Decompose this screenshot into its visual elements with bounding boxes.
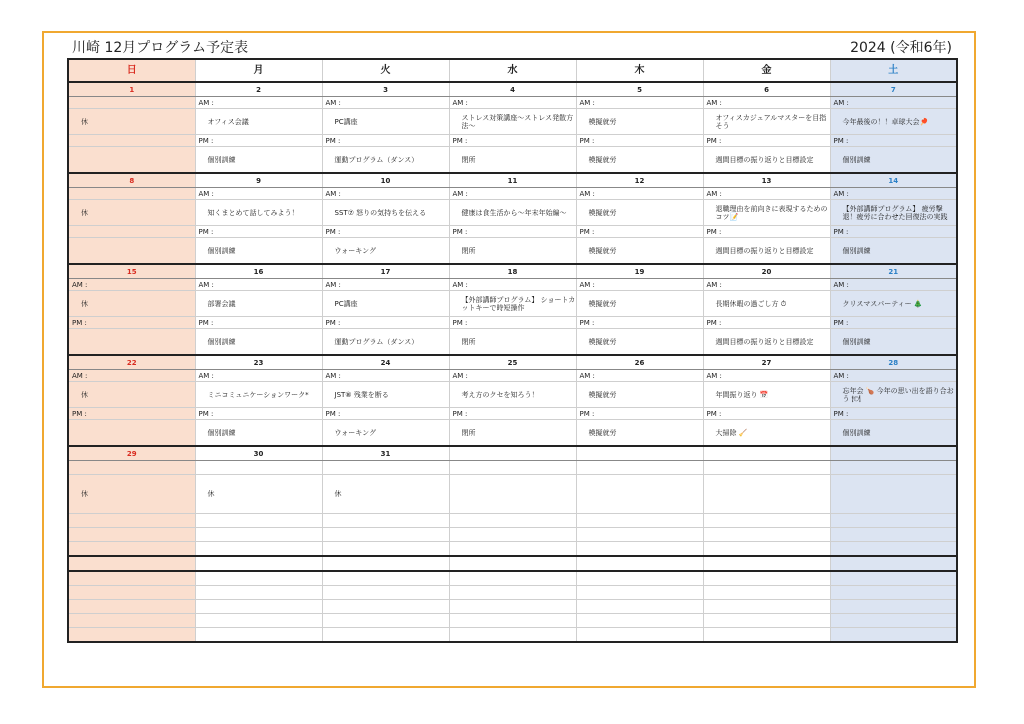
blank-row xyxy=(68,542,957,557)
day-number: 26 xyxy=(576,355,703,370)
am-label: AM : xyxy=(195,370,322,382)
sunday-blank xyxy=(68,97,195,109)
blank-cell xyxy=(68,628,195,643)
blank-cell xyxy=(449,614,576,628)
blank-cell xyxy=(449,600,576,614)
pm-label: PM : xyxy=(195,317,322,329)
blank-cell xyxy=(576,600,703,614)
blank-cell xyxy=(195,514,322,528)
pm-activity: 週間目標の振り返りと目標設定 xyxy=(703,238,830,265)
blank-cell xyxy=(322,528,449,542)
sunday-blank xyxy=(68,135,195,147)
day-number-row xyxy=(68,264,957,279)
blank-cell xyxy=(68,542,195,557)
blank-cell xyxy=(195,600,322,614)
day-number: 30 xyxy=(195,446,322,461)
am-label: AM : xyxy=(195,188,322,200)
blank-cell xyxy=(68,461,195,475)
blank-cell xyxy=(195,556,322,571)
am-activity: JST⑧ 残業を断る xyxy=(322,382,449,408)
am-label-row xyxy=(68,97,957,109)
day-number: 28 xyxy=(830,355,957,370)
blank-cell xyxy=(195,614,322,628)
sunday-blank xyxy=(68,329,195,356)
blank-cell xyxy=(68,586,195,600)
sunday-blank xyxy=(68,420,195,447)
pm-activity: 模擬就労 xyxy=(576,420,703,447)
day-number xyxy=(449,446,576,461)
am-activity-row xyxy=(68,382,957,408)
blank-cell xyxy=(703,528,830,542)
day-number xyxy=(576,446,703,461)
am-label: AM : xyxy=(830,279,957,291)
pm-activity: ウォーキング xyxy=(322,238,449,265)
weekday-header-row xyxy=(68,59,957,82)
blank-cell xyxy=(703,514,830,528)
pm-activity: 個別訓練 xyxy=(830,238,957,265)
pm-label: PM : xyxy=(322,408,449,420)
pm-activity: 閉所 xyxy=(449,147,576,174)
closed-cell xyxy=(703,475,830,514)
page-title: 川崎 12月プログラム予定表 xyxy=(72,40,249,56)
am-label: AM : xyxy=(703,370,830,382)
calendar-body xyxy=(68,82,957,642)
pm-activity: 個別訓練 xyxy=(195,147,322,174)
day-number: 18 xyxy=(449,264,576,279)
pm-label-row xyxy=(68,226,957,238)
closed-cell: 休 xyxy=(195,475,322,514)
blank-cell xyxy=(68,600,195,614)
weekday-fri: 金 xyxy=(703,59,830,82)
am-activity: PC講座 xyxy=(322,291,449,317)
day-number: 17 xyxy=(322,264,449,279)
day-number: 4 xyxy=(449,82,576,97)
am-activity: SST⑦ 怒りの気持ちを伝える xyxy=(322,200,449,226)
am-activity: 長期休暇の過ごし方 ⏱ xyxy=(703,291,830,317)
pm-label: PM : xyxy=(576,226,703,238)
pm-label: PM : xyxy=(68,408,195,420)
pm-label: PM : xyxy=(195,226,322,238)
blank-cell xyxy=(322,514,449,528)
day-number: 27 xyxy=(703,355,830,370)
pm-label: PM : xyxy=(830,135,957,147)
blank-cell xyxy=(576,614,703,628)
blank-cell xyxy=(703,628,830,643)
pm-label: PM : xyxy=(703,135,830,147)
pm-label: PM : xyxy=(449,408,576,420)
day-number: 25 xyxy=(449,355,576,370)
weekday-tue: 火 xyxy=(322,59,449,82)
pm-label: PM : xyxy=(195,135,322,147)
blank-cell xyxy=(576,542,703,557)
blank-cell xyxy=(449,514,576,528)
am-activity: ストレス対策講座〜ストレス発散方法〜 xyxy=(449,109,576,135)
pm-activity: 個別訓練 xyxy=(195,329,322,356)
blank-cell xyxy=(830,628,957,643)
pm-activity: 個別訓練 xyxy=(830,329,957,356)
blank-cell xyxy=(576,556,703,571)
day-number: 11 xyxy=(449,173,576,188)
blank-cell xyxy=(322,586,449,600)
blank-cell xyxy=(449,528,576,542)
blank-cell xyxy=(703,614,830,628)
pm-activity: 模擬就労 xyxy=(576,329,703,356)
pm-label: PM : xyxy=(703,317,830,329)
sunday-blank xyxy=(68,147,195,174)
blank-cell xyxy=(830,514,957,528)
day-number: 22 xyxy=(68,355,195,370)
pm-activity: 個別訓練 xyxy=(830,420,957,447)
sunday-blank xyxy=(68,226,195,238)
am-label: AM : xyxy=(449,279,576,291)
blank-cell xyxy=(576,461,703,475)
am-activity-row xyxy=(68,109,957,135)
day-number: 6 xyxy=(703,82,830,97)
blank-cell xyxy=(322,614,449,628)
pm-activity: 週間目標の振り返りと目標設定 xyxy=(703,147,830,174)
weekday-mon: 月 xyxy=(195,59,322,82)
am-label: AM : xyxy=(703,97,830,109)
am-label: AM : xyxy=(195,279,322,291)
pm-label: PM : xyxy=(322,226,449,238)
day-number: 1 xyxy=(68,82,195,97)
blank-cell xyxy=(576,586,703,600)
am-label: AM : xyxy=(703,188,830,200)
blank-cell xyxy=(68,514,195,528)
blank-cell xyxy=(703,600,830,614)
pm-activity: 閉所 xyxy=(449,420,576,447)
am-activity: 年間振り返り 📅 xyxy=(703,382,830,408)
day-number: 12 xyxy=(576,173,703,188)
day-number: 9 xyxy=(195,173,322,188)
weekday-sun: 日 xyxy=(68,59,195,82)
pm-activity: 運動プログラム（ダンス） xyxy=(322,329,449,356)
blank-cell xyxy=(703,586,830,600)
blank-cell xyxy=(322,556,449,571)
blank-cell xyxy=(449,571,576,586)
day-number: 13 xyxy=(703,173,830,188)
blank-cell xyxy=(830,461,957,475)
pm-label: PM : xyxy=(576,408,703,420)
am-label: AM : xyxy=(449,188,576,200)
pm-activity: 大掃除 🧹 xyxy=(703,420,830,447)
am-label: AM : xyxy=(195,97,322,109)
am-activity: 今年最後の！！卓球大会🏓 xyxy=(830,109,957,135)
blank-cell xyxy=(703,571,830,586)
blank-cell xyxy=(830,542,957,557)
pm-activity: 個別訓練 xyxy=(195,420,322,447)
am-activity: オフィスカジュアルマスターを目指そう xyxy=(703,109,830,135)
blank-row xyxy=(68,586,957,600)
pm-label: PM : xyxy=(322,317,449,329)
year-label: 2024 (令和6年) xyxy=(850,40,952,56)
am-activity: 健康は食生活から〜年末年始編〜 xyxy=(449,200,576,226)
am-activity: 模擬就労 xyxy=(576,382,703,408)
pm-label: PM : xyxy=(449,226,576,238)
day-number: 19 xyxy=(576,264,703,279)
blank-cell xyxy=(830,600,957,614)
am-label: AM : xyxy=(830,97,957,109)
pm-activity-row xyxy=(68,147,957,174)
pm-activity: 個別訓練 xyxy=(830,147,957,174)
blank-row xyxy=(68,600,957,614)
blank-cell xyxy=(195,528,322,542)
day-number: 7 xyxy=(830,82,957,97)
pm-label: PM : xyxy=(322,135,449,147)
blank-cell xyxy=(322,542,449,557)
pm-activity-row xyxy=(68,329,957,356)
am-activity: 模擬就労 xyxy=(576,200,703,226)
am-label: AM : xyxy=(322,188,449,200)
am-activity: 【外部講師プログラム】 ショートカットキーで時短操作 xyxy=(449,291,576,317)
weekday-thu: 木 xyxy=(576,59,703,82)
day-number: 21 xyxy=(830,264,957,279)
am-activity: 模擬就労 xyxy=(576,291,703,317)
am-activity: 知くまとめて話してみよう！ xyxy=(195,200,322,226)
pm-activity: ウォーキング xyxy=(322,420,449,447)
blank-cell xyxy=(68,571,195,586)
day-number-row xyxy=(68,355,957,370)
blank-cell xyxy=(322,571,449,586)
blank-cell xyxy=(195,586,322,600)
blank-cell xyxy=(68,528,195,542)
am-label: AM : xyxy=(68,370,195,382)
day-number-row xyxy=(68,173,957,188)
blank-cell xyxy=(830,556,957,571)
calendar-table xyxy=(67,58,958,643)
pm-label: PM : xyxy=(576,135,703,147)
closed-cell xyxy=(449,475,576,514)
pm-activity-row xyxy=(68,238,957,265)
am-activity: 【外部講師プログラム】 疲労撃退！疲労に合わせた回復法の実践 xyxy=(830,200,957,226)
day-number: 10 xyxy=(322,173,449,188)
pm-label: PM : xyxy=(68,317,195,329)
day-number xyxy=(830,446,957,461)
sunday-closed: 休 xyxy=(68,109,195,135)
blank-cell xyxy=(830,571,957,586)
sunday-blank xyxy=(68,188,195,200)
am-label: AM : xyxy=(830,188,957,200)
pm-label: PM : xyxy=(830,408,957,420)
blank-row xyxy=(68,614,957,628)
blank-row xyxy=(68,461,957,475)
am-label: AM : xyxy=(703,279,830,291)
day-number: 2 xyxy=(195,82,322,97)
blank-cell xyxy=(449,586,576,600)
am-label: AM : xyxy=(576,97,703,109)
pm-label-row xyxy=(68,408,957,420)
day-number: 8 xyxy=(68,173,195,188)
blank-row xyxy=(68,556,957,571)
blank-cell xyxy=(703,556,830,571)
closed-cell: 休 xyxy=(322,475,449,514)
pm-activity-row xyxy=(68,420,957,447)
blank-cell xyxy=(322,461,449,475)
am-label: AM : xyxy=(68,279,195,291)
day-number: 24 xyxy=(322,355,449,370)
day-number: 23 xyxy=(195,355,322,370)
blank-cell xyxy=(449,542,576,557)
am-label-row xyxy=(68,188,957,200)
pm-label: PM : xyxy=(449,317,576,329)
sunday-closed: 休 xyxy=(68,291,195,317)
am-label: AM : xyxy=(449,370,576,382)
pm-label: PM : xyxy=(703,226,830,238)
pm-label-row xyxy=(68,317,957,329)
pm-activity: 個別訓練 xyxy=(195,238,322,265)
day-number: 31 xyxy=(322,446,449,461)
am-label: AM : xyxy=(449,97,576,109)
pm-label: PM : xyxy=(576,317,703,329)
blank-row xyxy=(68,571,957,586)
blank-cell xyxy=(195,571,322,586)
blank-row xyxy=(68,528,957,542)
blank-cell xyxy=(195,542,322,557)
am-label-row xyxy=(68,370,957,382)
closed-cell xyxy=(830,475,957,514)
am-activity: 模擬就労 xyxy=(576,109,703,135)
pm-label: PM : xyxy=(830,226,957,238)
blank-cell xyxy=(322,600,449,614)
day-number: 15 xyxy=(68,264,195,279)
day-number: 3 xyxy=(322,82,449,97)
blank-cell xyxy=(449,628,576,643)
am-label: AM : xyxy=(576,279,703,291)
blank-cell xyxy=(830,586,957,600)
pm-label: PM : xyxy=(449,135,576,147)
blank-cell xyxy=(703,542,830,557)
am-label: AM : xyxy=(322,370,449,382)
am-activity: 退職理由を前向きに表現するためのコツ📝 xyxy=(703,200,830,226)
closed-cell: 休 xyxy=(68,475,195,514)
day-number-row xyxy=(68,446,957,461)
day-number xyxy=(703,446,830,461)
pm-label: PM : xyxy=(830,317,957,329)
am-label: AM : xyxy=(576,188,703,200)
blank-cell xyxy=(449,556,576,571)
day-number-row xyxy=(68,82,957,97)
blank-cell xyxy=(195,628,322,643)
closed-cell xyxy=(576,475,703,514)
blank-cell xyxy=(195,461,322,475)
pm-activity: 週間目標の振り返りと目標設定 xyxy=(703,329,830,356)
day-number: 16 xyxy=(195,264,322,279)
closed-row xyxy=(68,475,957,514)
am-activity: 部署会議 xyxy=(195,291,322,317)
am-activity: 考え方のクセを知ろう！ xyxy=(449,382,576,408)
sunday-blank xyxy=(68,238,195,265)
am-activity-row xyxy=(68,200,957,226)
am-activity: オフィス会議 xyxy=(195,109,322,135)
day-number: 14 xyxy=(830,173,957,188)
am-activity: 忘年会 🍗 今年の思い出を語り合おう 🍽 xyxy=(830,382,957,408)
sunday-closed: 休 xyxy=(68,382,195,408)
blank-cell xyxy=(68,614,195,628)
sunday-closed: 休 xyxy=(68,200,195,226)
blank-cell xyxy=(830,528,957,542)
blank-cell xyxy=(703,461,830,475)
am-label: AM : xyxy=(322,279,449,291)
day-number: 20 xyxy=(703,264,830,279)
am-activity-row xyxy=(68,291,957,317)
pm-activity: 模擬就労 xyxy=(576,147,703,174)
blank-row xyxy=(68,628,957,643)
pm-label-row xyxy=(68,135,957,147)
blank-cell xyxy=(322,628,449,643)
blank-cell xyxy=(68,556,195,571)
am-activity: ミニコミュニケーションワーク* xyxy=(195,382,322,408)
weekday-wed: 水 xyxy=(449,59,576,82)
am-activity: PC講座 xyxy=(322,109,449,135)
blank-cell xyxy=(830,614,957,628)
pm-activity: 運動プログラム（ダンス） xyxy=(322,147,449,174)
pm-activity: 閉所 xyxy=(449,238,576,265)
blank-cell xyxy=(576,514,703,528)
am-label: AM : xyxy=(322,97,449,109)
blank-cell xyxy=(576,571,703,586)
weekday-sat: 土 xyxy=(830,59,957,82)
am-activity: クリスマスパーティー 🎄 xyxy=(830,291,957,317)
blank-cell xyxy=(576,528,703,542)
day-number: 29 xyxy=(68,446,195,461)
day-number: 5 xyxy=(576,82,703,97)
am-label-row xyxy=(68,279,957,291)
pm-label: PM : xyxy=(195,408,322,420)
pm-label: PM : xyxy=(703,408,830,420)
blank-cell xyxy=(449,461,576,475)
am-label: AM : xyxy=(576,370,703,382)
pm-activity: 閉所 xyxy=(449,329,576,356)
am-label: AM : xyxy=(830,370,957,382)
pm-activity: 模擬就労 xyxy=(576,238,703,265)
blank-row xyxy=(68,514,957,528)
blank-cell xyxy=(576,628,703,643)
